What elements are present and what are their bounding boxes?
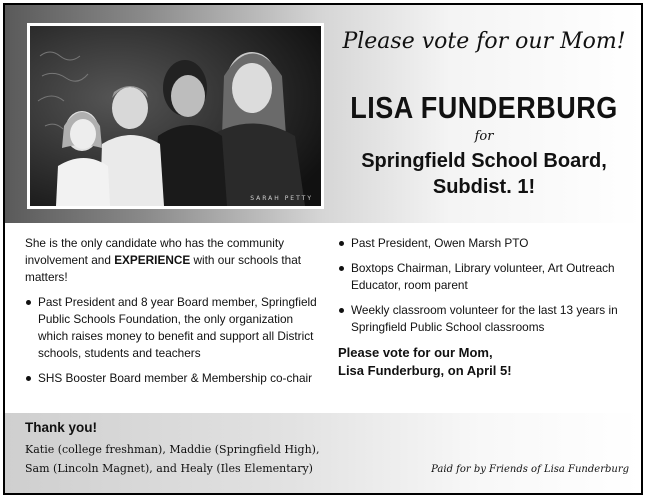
list-item: Weekly classroom volunteer for the last 13 years in Springfield Public School classrooms: [338, 302, 634, 336]
children-line-2: Sam (Lincoln Magnet), and Healy (Iles Elementary): [25, 462, 313, 475]
office-line-1: Springfield School Board,: [361, 150, 607, 172]
for-word: for: [474, 129, 494, 144]
closing-appeal: [338, 344, 634, 380]
list-item: Boxtops Chairman, Library volunteer, Art Outreach Educator, room parent: [338, 260, 634, 294]
children-list: [25, 440, 319, 478]
intro-emphasis: EXPERIENCE: [114, 253, 191, 267]
closing-line-1: Please vote for our Mom,: [338, 345, 493, 360]
campaign-ad: [3, 3, 643, 495]
intro-paragraph: [25, 235, 323, 286]
list-item: Past President and 8 year Board member, Springfield Public Schools Foundation, the only organization which raises money to benefit and support all District schools, students and teachers: [25, 294, 323, 362]
list-item: SHS Booster Board member & Membership co-chair: [25, 370, 323, 387]
intro-text-2: with our schools that matters!: [25, 253, 302, 284]
family-photo: [27, 23, 324, 209]
list-item: Past President, Owen Marsh PTO: [338, 235, 634, 252]
right-column: [338, 235, 634, 380]
office-line-2: Subdist. 1!: [432, 176, 536, 198]
family-photo-illustration: [30, 26, 321, 206]
paid-for-disclaimer: Paid for by Friends of Lisa Funderburg: [431, 464, 629, 475]
left-column: [25, 235, 323, 395]
photo-credit: SARAH PETTY: [250, 195, 313, 202]
children-line-1: Katie (college freshman), Maddie (Springfield High),: [25, 443, 320, 456]
candidate-name: LISA FUNDERBURG: [350, 91, 618, 125]
header-band: [5, 5, 641, 223]
closing-line-2: Lisa Funderburg, on April 5!: [338, 363, 512, 378]
right-bullet-list: [338, 235, 634, 336]
left-bullet-list: [25, 294, 323, 387]
footer-band: [5, 413, 641, 493]
office-title: [331, 148, 637, 200]
thank-you-heading: Thank you!: [25, 420, 98, 435]
intro-text-1: She is the only candidate who has the community involvement and: [25, 236, 285, 267]
vote-headline: Please vote for our Mom!: [342, 29, 626, 54]
